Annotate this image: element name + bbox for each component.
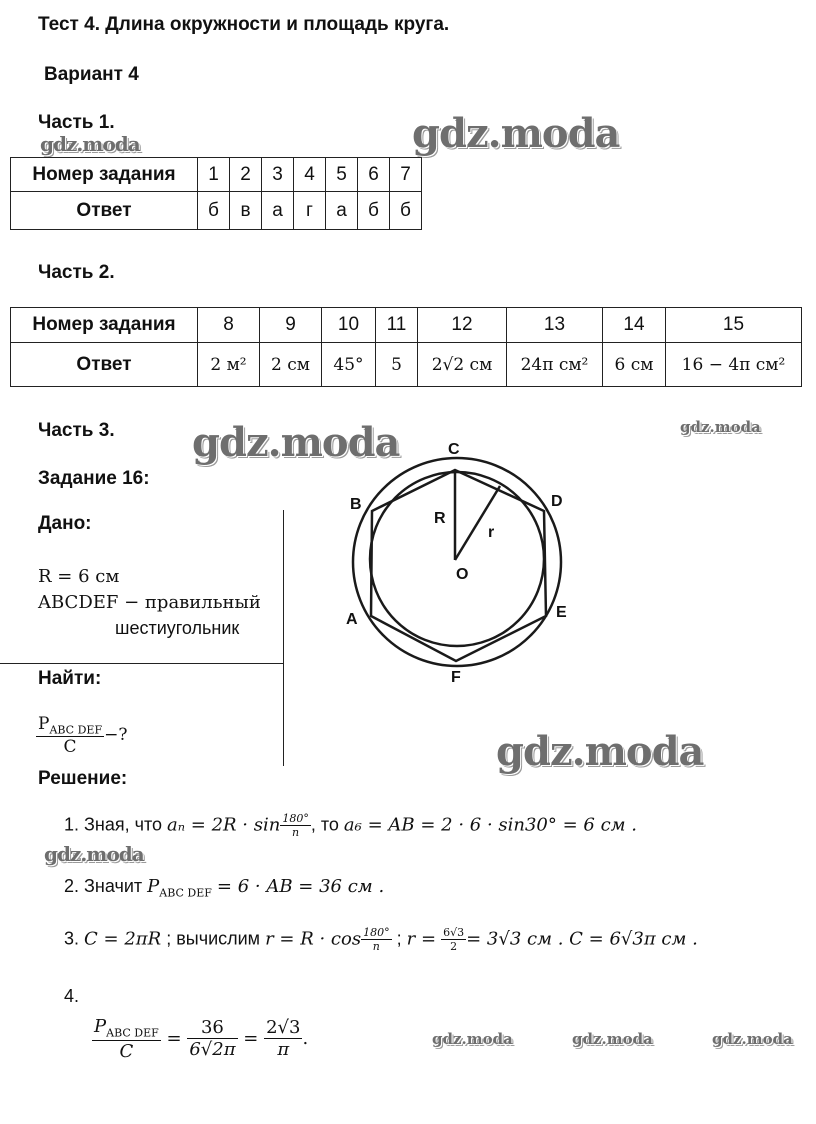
task-number-cell: 15 (666, 308, 802, 343)
circumscribed-circle (353, 458, 561, 666)
watermark: gdz.moda (432, 1030, 513, 1048)
task-16-title: Задание 16: (38, 468, 150, 489)
answer-cell: в (230, 192, 262, 230)
step3-frac2-num: 6√3 (443, 926, 465, 939)
step4-num3: 2√3 (266, 1017, 301, 1039)
point-c-label: C (448, 441, 460, 458)
watermark: gdz.moda (680, 418, 761, 436)
step4-num2: 36 (187, 1017, 237, 1039)
step4-den2: 6√2π (189, 1039, 236, 1061)
point-b-label: B (350, 496, 362, 513)
task-number-cell: 1 (198, 158, 230, 192)
step3-prefix: 3. (64, 928, 80, 949)
radius-r-segment (455, 486, 500, 560)
point-a-label: A (346, 611, 358, 628)
watermark: gdz.moda (192, 419, 400, 466)
task-number-cell: 7 (390, 158, 422, 192)
part2-title: Часть 2. (38, 262, 115, 283)
step3-r: r = R · cos (265, 928, 362, 950)
center-o-label: O (456, 566, 469, 583)
part1-title: Часть 1. (38, 112, 115, 133)
step3-result: = 3√3 см . C = 6√3π см . (466, 928, 698, 950)
watermark: gdz.moda (496, 728, 704, 775)
table-row (11, 308, 802, 343)
step2-p: P (147, 876, 160, 897)
radius-r-label: r (488, 524, 495, 541)
answer-cell: а (326, 192, 358, 230)
answer-cell: 2√2 см (418, 343, 507, 387)
point-e-label: E (556, 604, 567, 621)
table-row-label: Ответ (11, 192, 198, 230)
solution-step-1 (64, 812, 637, 839)
given-vertical-divider (283, 510, 284, 766)
step1-formula: aₙ = 2R · sin (167, 814, 281, 836)
find-c: C (63, 737, 77, 758)
step4-end: . (302, 1027, 309, 1049)
watermark: gdz.moda (412, 110, 620, 157)
table-row-label: Номер задания (11, 158, 198, 192)
solution-step-4 (92, 1016, 308, 1062)
task-number-cell: 14 (603, 308, 666, 343)
task-number-cell: 5 (326, 158, 358, 192)
table-row-label: Ответ (11, 343, 198, 387)
step3-r2: r = (406, 928, 437, 950)
solution-step-2 (64, 876, 384, 900)
given-radius: R = 6 см (38, 566, 120, 587)
step2-result: = 6 · AB = 36 см . (216, 876, 385, 897)
step1-frac-den: n (292, 826, 300, 839)
task-number-cell: 8 (198, 308, 260, 343)
answer-cell: 2 см (260, 343, 322, 387)
step4-prefix: 4. (64, 986, 80, 1006)
find-p: P (38, 714, 50, 734)
find-title: Найти: (38, 668, 102, 689)
table-row-label: Номер задания (11, 308, 198, 343)
answer-cell: 2 м² (198, 343, 260, 387)
step4-eq1: = (166, 1027, 182, 1049)
task-number-cell: 3 (262, 158, 294, 192)
step1-frac-num: 180° (282, 812, 309, 825)
hexagon-circle-diagram (330, 440, 590, 690)
point-d-label: D (551, 493, 563, 510)
watermark: gdz.moda (40, 132, 140, 156)
answer-cell: 24π см² (507, 343, 603, 387)
step3-frac-num: 180° (363, 926, 390, 939)
step4-den3: π (277, 1039, 290, 1061)
given-title: Дано: (38, 513, 92, 534)
answer-cell: 6 см (603, 343, 666, 387)
point-f-label: F (451, 669, 461, 686)
task-number-cell: 12 (418, 308, 507, 343)
find-expression (36, 714, 127, 757)
step4-eq2: = (243, 1027, 259, 1049)
find-suffix: −? (104, 725, 128, 746)
step3-mid: ; вычислим (166, 928, 261, 949)
radius-R-label: R (434, 510, 446, 527)
answer-cell: б (358, 192, 390, 230)
given-shape-line1: ABCDEF − правильный (38, 592, 261, 613)
step3-sep: ; (396, 928, 402, 949)
task-number-cell: 2 (230, 158, 262, 192)
task-number-cell: 11 (376, 308, 418, 343)
step2-p-sub: ABC DEF (159, 886, 212, 900)
task-number-cell: 13 (507, 308, 603, 343)
watermark: gdz.moda (572, 1030, 653, 1048)
answer-cell: 45° (322, 343, 376, 387)
part3-title: Часть 3. (38, 420, 115, 441)
answer-cell: б (390, 192, 422, 230)
step4-p-sub: ABC DEF (106, 1026, 159, 1040)
solution-step-3 (64, 926, 698, 953)
step3-frac-den: n (372, 940, 380, 953)
task-number-cell: 4 (294, 158, 326, 192)
page-title: Тест 4. Длина окружности и площадь круга. (38, 14, 450, 35)
variant-title: Вариант 4 (44, 64, 139, 85)
find-p-sub: ABC DEF (49, 723, 103, 737)
task-number-cell: 9 (260, 308, 322, 343)
answer-cell: 16 − 4π см² (666, 343, 802, 387)
step1-mid: , то (310, 814, 339, 835)
step3-c: C = 2πR (84, 928, 162, 950)
table-row (11, 158, 422, 192)
watermark: gdz.moda (712, 1030, 793, 1048)
answer-cell: а (262, 192, 294, 230)
given-horizontal-divider (0, 663, 284, 664)
part1-answer-table (10, 157, 422, 230)
step4-c: C (119, 1040, 134, 1062)
task-number-cell: 10 (322, 308, 376, 343)
answer-cell: б (198, 192, 230, 230)
answer-cell: г (294, 192, 326, 230)
answer-cell: 5 (376, 343, 418, 387)
watermark: gdz.moda (44, 842, 144, 866)
table-row (11, 192, 422, 230)
part2-answer-table (10, 307, 802, 387)
solution-title: Решение: (38, 768, 128, 789)
step1-result: a₆ = AB = 2 · 6 · sin30° = 6 см . (343, 814, 638, 836)
step3-frac2-den: 2 (450, 940, 458, 953)
step1-prefix: 1. Зная, что (64, 814, 163, 835)
task-number-cell: 6 (358, 158, 390, 192)
step2-prefix: 2. Значит (64, 876, 143, 896)
table-row (11, 343, 802, 387)
step4-p: P (94, 1016, 107, 1037)
given-shape-line2: шестиугольник (115, 618, 240, 638)
